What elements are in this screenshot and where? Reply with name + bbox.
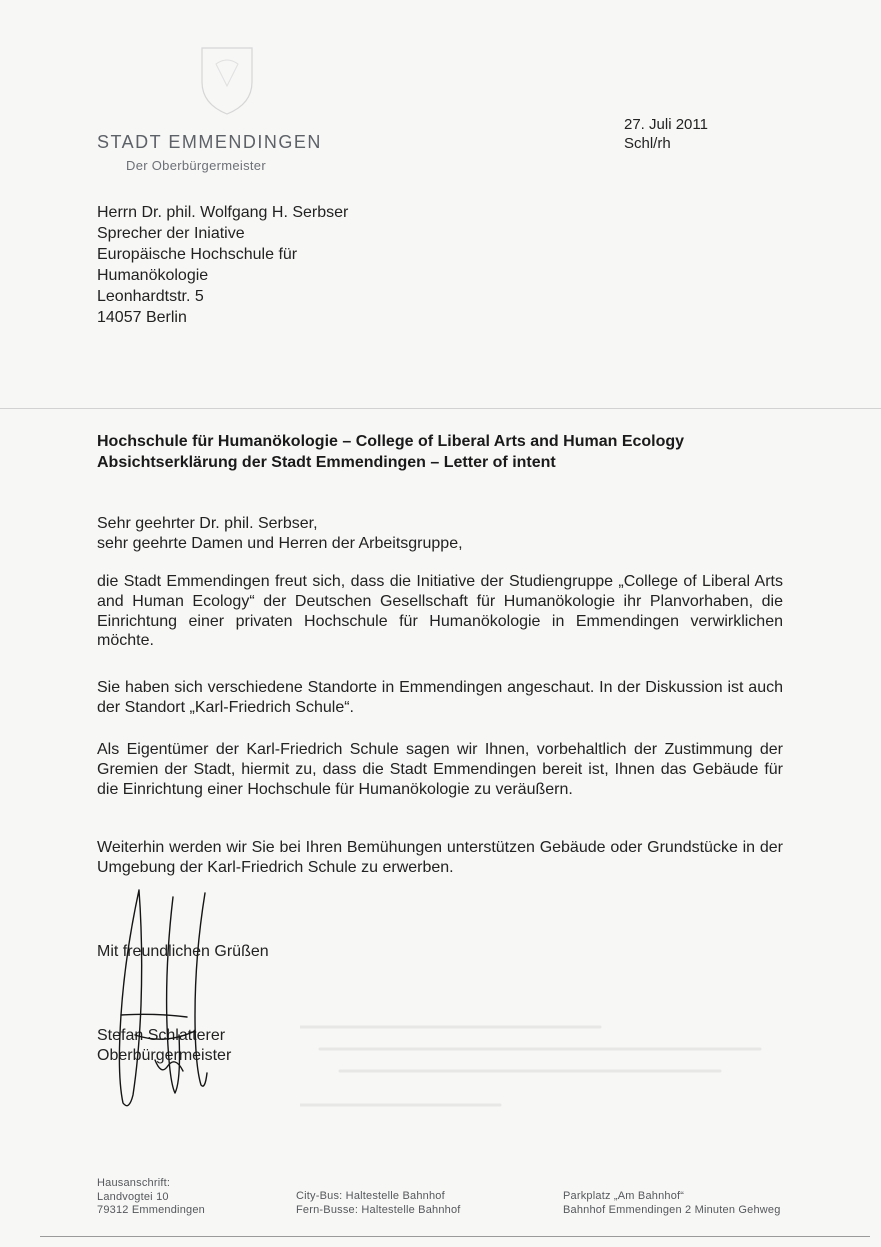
body-paragraph-3: Als Eigentümer der Karl-Friedrich Schule sagen wir Ihnen, vorbehaltlich der Zustimmung der Gremien der Stadt, hiermit zu, dass die Stadt Emmendingen bereit ist, Ihnen das Gebäude für die Einrichtung einer Hochschule für Humanökologie zu veräußern.	[97, 741, 783, 798]
body-paragraph-1: die Stadt Emmendingen freut sich, dass die Initiative der Studiengruppe „College of Liberal Arts and Human Ecology“ der Deutschen Gesellschaft für Humanökologie ihr Planvorhaben, die Einrichtung einer privaten Hochschule für Humanökologie in Emmendingen verwirklichen möchte.	[97, 573, 783, 650]
body-paragraph-4: Weiterhin werden wir Sie bei Ihren Bemühungen unterstützen Gebäude oder Grundstücke in der Umgebung der Karl-Friedrich Schule zu erwerben.	[97, 839, 783, 876]
footer-line: Hausanschrift:	[97, 1177, 171, 1189]
footer-line: Bahnhof Emmendingen 2 Minuten Gehweg	[563, 1203, 781, 1216]
fold-line	[0, 408, 881, 409]
subject-block	[97, 431, 684, 473]
city-crest-icon	[198, 42, 256, 116]
org-subtitle: Der Oberbürgermeister	[126, 158, 266, 173]
footer-line: City-Bus: Haltestelle Bahnhof	[296, 1190, 445, 1202]
subject-line-2: Absichtserklärung der Stadt Emmendingen – Letter of intent	[97, 454, 556, 471]
address-line: Europäische Hochschule für	[97, 246, 298, 263]
closing-greeting: Mit freundlichen Grüßen	[97, 943, 269, 960]
footer-line: Fern-Busse: Haltestelle Bahnhof	[296, 1203, 461, 1216]
recipient-address	[97, 202, 348, 328]
footer-line: Landvogtei 10	[97, 1190, 169, 1203]
org-name: STADT EMMENDINGEN	[97, 132, 322, 152]
signer-title: Oberbürgermeister	[97, 1047, 232, 1064]
address-line: Humanökologie	[97, 267, 209, 284]
footer-line: 79312 Emmendingen	[97, 1204, 205, 1216]
salutation-line-1: Sehr geehrter Dr. phil. Serbser,	[97, 515, 318, 532]
address-line: Sprecher der Iniative	[97, 225, 245, 242]
letter-date: 27. Juli 2011	[624, 116, 708, 133]
footer-line: Parkplatz „Am Bahnhof“	[563, 1190, 685, 1202]
footer-rule	[40, 1236, 870, 1237]
body-paragraph-2: Sie haben sich verschiedene Standorte in Emmendingen angeschaut. In der Diskussion ist auch der Standort „Karl-Friedrich Schule“.	[97, 679, 783, 716]
salutation	[97, 514, 783, 554]
salutation-line-2: sehr geehrte Damen und Herren der Arbeitsgruppe,	[97, 534, 463, 552]
footer-transit	[296, 1190, 461, 1217]
footer-address	[97, 1177, 205, 1218]
subject-line-1: Hochschule für Humanökologie – College of Liberal Arts and Human Ecology	[97, 433, 685, 450]
address-line: Leonhardtstr. 5	[97, 288, 204, 305]
bleed-through-marks	[300, 1015, 770, 1125]
handwritten-signature	[95, 885, 275, 1115]
address-line: Herrn Dr. phil. Wolfgang H. Serbser	[97, 204, 349, 221]
address-line: 14057 Berlin	[97, 309, 187, 326]
date-reference-block	[624, 115, 708, 153]
reference-code: Schl/rh	[624, 135, 671, 152]
signer-name: Stefan Schlatterer	[97, 1027, 226, 1044]
footer-parking	[563, 1190, 781, 1217]
